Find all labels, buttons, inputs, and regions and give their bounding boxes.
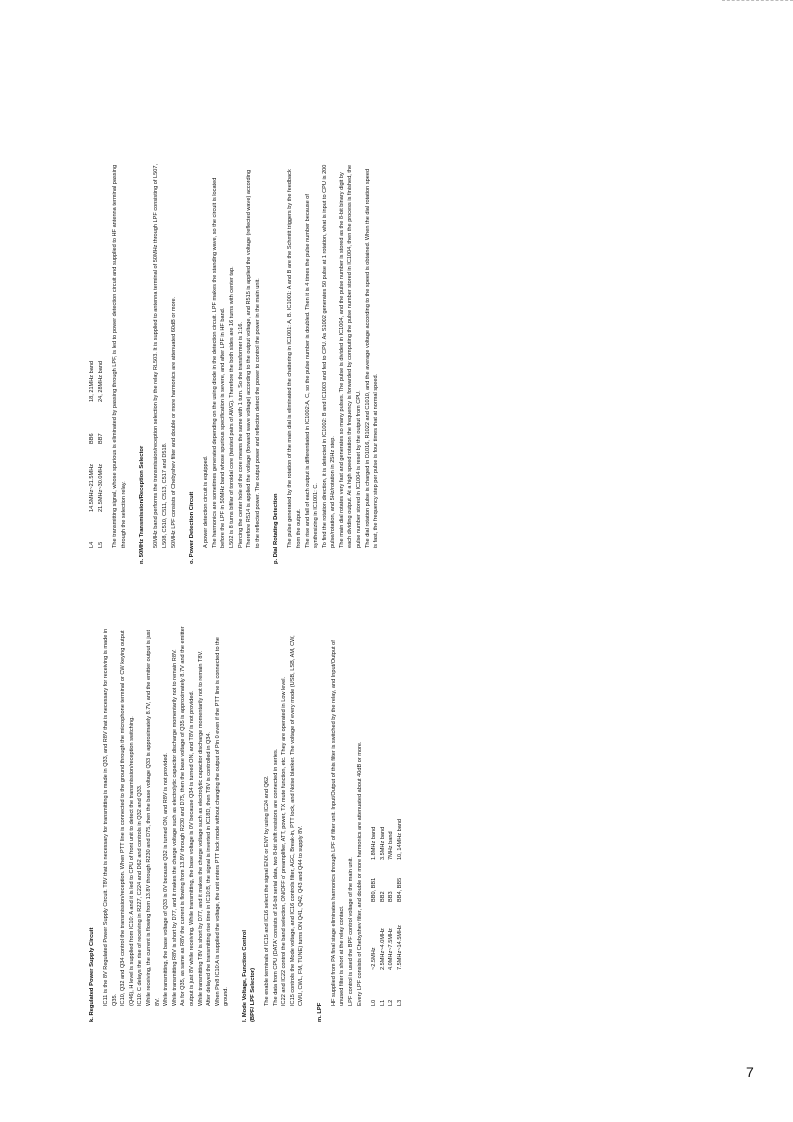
section-heading: n. 50MHz Transmission/Reception Selector (139, 445, 146, 564)
section-body (152, 164, 178, 548)
paragraph: Every LPF consists of Chebyshev filter, and double or more harmonics are attenuated about 40dB or more. (356, 741, 363, 1006)
table-cell: L2 (388, 999, 395, 1006)
section-body (263, 622, 306, 1006)
section-k (88, 622, 231, 1022)
paragraph: The transmitting signal, whose spurious is eliminated by passing through LPF, is led to power detection circuit and supplied to HF antenna terminal passing through the selection relay. (112, 164, 127, 548)
table-cell: 3.5MHz band (379, 826, 386, 860)
section-heading: o. Power Detection Circuit (189, 491, 196, 564)
lpf-band-table (370, 815, 404, 1006)
section-body (286, 164, 381, 548)
paragraph: The main dial rotates very fast and generates so many pulses. The pulse is divided in IC1004, and the pulse number is stored as the 8-bit binary digit by each dividing output. At a high speed rotation the frequency is forwarded by computing the pulse number stored in IC1004, then the process is finished, the pulse number stored in IC1004 is reset by the output from CPU. (338, 164, 363, 548)
paragraph: IC10: C delays the rise of receiving in R227, C224 and D62 and controls in Q32 and Q33. (137, 784, 144, 1006)
section-p (272, 164, 381, 564)
paragraph: The dial rotation pulse is charged in D1016, R1022 and C1010, and the average voltage according to the speed is obtained. When the dial rotation speed is fast, the frequency step per pulse is four times that at normal speed. (364, 168, 380, 548)
section-heading: k. Regulated Power Supply Circuit (89, 927, 95, 1022)
text-column-right (88, 164, 381, 564)
table-row (379, 815, 388, 1006)
paragraph: 50MHz LPF consists of Chebyshev filter and double or more harmonics are attenuated 60dB or more. (170, 296, 177, 548)
table-cell: 24, 28MHz band (97, 360, 104, 402)
paragraph: As for Q35, as same as R8V the current is flowing from 13.8V through R230 and D75, then the base voltage of Q35 is approximately 8.7V and the emitter output is just 8V while receiving. While transmitting, the base voltage is 0V because Q34 is turned ON, and T8V is not provided. (180, 626, 195, 1006)
paragraph: While transmitting, the base voltage of Q33 is 0V because Q32 is turned ON, and R8V is not provided. (163, 752, 170, 1006)
table-cell: 4.0MHz~7.5MHz (388, 928, 395, 970)
table-cell: BB0, BB1 (371, 877, 378, 902)
paragraph: LPF control is used the BPF control voltage of the main unit. (348, 857, 355, 1006)
section-body (202, 164, 262, 548)
paragraph: IC10, Q32 and Q34 control the transmission/reception. When PTT line is connected to the ground through the microphone terminal or CW keying output (Q46), H level is supplied from IC10: A and it is led to CPU of front unit to detect the transmission/reception switching. (120, 630, 135, 1006)
table-row (97, 357, 106, 548)
table-cell: BB4, BB5 (397, 877, 404, 902)
table-row (88, 357, 97, 548)
table-cell: L4 (89, 541, 95, 548)
table-cell: 1.8MHz band (371, 826, 378, 860)
paragraph: IC11 is the 8V Regulated Power Supply Circuit. T8V that is necessary for transmitting is made in Q33, and R8V that is necessary for receiving is made in Q35. (103, 628, 118, 1006)
section-body (330, 622, 364, 1006)
table-cell: L3 (397, 999, 404, 1006)
table-cell: 18, 21MHz band (89, 360, 95, 402)
paragraph: While transmitting R8V is short by D77, and it makes the charge voltage such as electrolytic capacitor discharge momentarily not to remain R8V. (171, 649, 178, 1006)
paragraph: The harmonics are sometimes generated depending on the using diode in the detection circuit. LPF makes the standing wave, so the circuit is located before the LPF in 50MHz band whose spurious specification is severe, and after LPF in HF band. (211, 177, 227, 548)
table-cell: BB2 (379, 891, 386, 902)
section-heading: p. Dial Rotating Detection (273, 493, 280, 564)
paragraph: To find the rotation direction, it is detected in IC1002: B and IC1003 and fed to CPU. As S1002 generates 50 pulse at 1 rotation, what is input to CPU is 200 pulse/rotation, and 5Hz/rotation in 25Hz step. (321, 164, 337, 548)
table-cell: 21.5MHz~30.0MHz (97, 463, 104, 512)
text-column-left (88, 622, 411, 1022)
table-cell: BB3 (388, 891, 395, 902)
section-o (188, 164, 262, 564)
paragraph: A power detection circuit is equipped. (203, 455, 210, 548)
table-row (387, 815, 396, 1006)
paragraph: The rise and fall of each output is differentiated in IC1002:A, C, so the pulse number is doubled. Then it is 4 times the pulse number because of synthesizing in IC1001: C. (304, 194, 320, 548)
section-body (111, 164, 128, 548)
table-row (396, 815, 405, 1006)
paragraph: While transmitting T8V is short by D77, and it makes the charge voltage such as electrolytic capacitor discharge momentarily not to remain T8V. (197, 650, 204, 1006)
paragraph: The enable terminals of IC15 and IC16 select the signal ENX or ENY by using IC24 and Q62. (263, 775, 270, 1006)
paragraph: After delayed the transmitting rise time in IC10:B, the signal is inverted in IC18D, then T8V is controlled in Q34. (206, 731, 213, 1006)
lpf-band-table-continued (88, 357, 105, 548)
paragraph: HF supplied from PA final stage eliminates harmonics through LPF of filter unit. Input/Output of this filter is switched by the relay, and Input/Output of unused filter is short at the relay contact. (330, 640, 346, 1006)
table-row (370, 815, 379, 1006)
table-cell: 7.5MHz~14.5MHz (397, 925, 404, 970)
paragraph: When Pin8 IC10:A is supplied the voltage, the unit enters PTT lock mode without changing the output of Pin 0 even if the PTT line is connected to the ground. (214, 637, 230, 1006)
paragraph: 50MHz band performs the transmission/reception selection by the relay RL503. It is supplied to antenna terminal of 50MHz through LPF consisting of L507, L508, C510, C511, C513, C517 and D518. (153, 164, 168, 548)
section-l (241, 622, 306, 1022)
table-cell: L5 (97, 541, 104, 548)
section-m (316, 622, 405, 1022)
table-cell: L1 (379, 999, 386, 1006)
section-heading (241, 622, 257, 1022)
table-cell: 10, 14MHz band (397, 818, 404, 860)
paragraph: Therefore R514 is applied the voltage (forward wave voltage) according to the output voltage, and R515 is applied the voltage (reflected wave) according to the reflected power. The output power and reflection detect the power to control the power in the main unit. (246, 169, 261, 548)
paragraph: IC22 and IC22 control the band selection, ON/OFF o' preamplifier, ATT, power, TX mute function, etc. They are operated in Low level. (281, 676, 288, 1006)
paragraph: The data from CPU (DATA' consists of 16-bit serial data, two 8-bit shift resistors are connected in series. (272, 748, 279, 1006)
table-cell: 2.5MHz~4.0MHz (379, 928, 386, 970)
heading-line: l. Mode Voltage, Function Control (241, 930, 248, 1022)
paragraph: The pulse generated by the rotation of the main dial is eliminated the chattering in IC1001: A, B. IC1001: A and B are the Schmitt triggers by the feedback from the output. (287, 169, 302, 548)
section-body (102, 622, 231, 1006)
page-number: 7 (746, 1064, 754, 1080)
table-cell: 7MHz band (388, 831, 395, 860)
table-cell: L0 (371, 999, 378, 1006)
paragraph: While receiving, the current is flowing from 13.8V through R230 and D75, then the base voltage Q33 is approximately 8.7V, and the emitter output is just 8V. (145, 629, 161, 1006)
paragraph: L502 is 8 turns bifilar of toroidal core (twisted pairs of AWG). Therefore the both sides are 16 turns with center tap. (228, 266, 235, 548)
table-cell: 14.5MHz~21.5MHz (89, 463, 95, 512)
paragraph: IC15 controls the Mode voltage, and IC16 controls filter, AGC, Break-in, PTT lock, and Noise blanker. The voltage of every mode (USB, LSB, AM, CW, CWU, CWL, FM, TUNE) turns ON Q41, Q42, Q43 and Q44 to supply 8V. (289, 635, 305, 1006)
heading-line: (BPF/ LPF Selector) (249, 967, 256, 1022)
table-cell: BB7 (97, 433, 104, 444)
table-cell: ~2.5MHz (371, 947, 378, 970)
section-n (138, 164, 178, 564)
section-heading: m. LPF (316, 1002, 323, 1022)
paragraph: Piercing the center hole of the core means the same with 1 turn. So the transformer is 1:16. (237, 321, 244, 548)
table-cell: BB6 (89, 433, 95, 444)
